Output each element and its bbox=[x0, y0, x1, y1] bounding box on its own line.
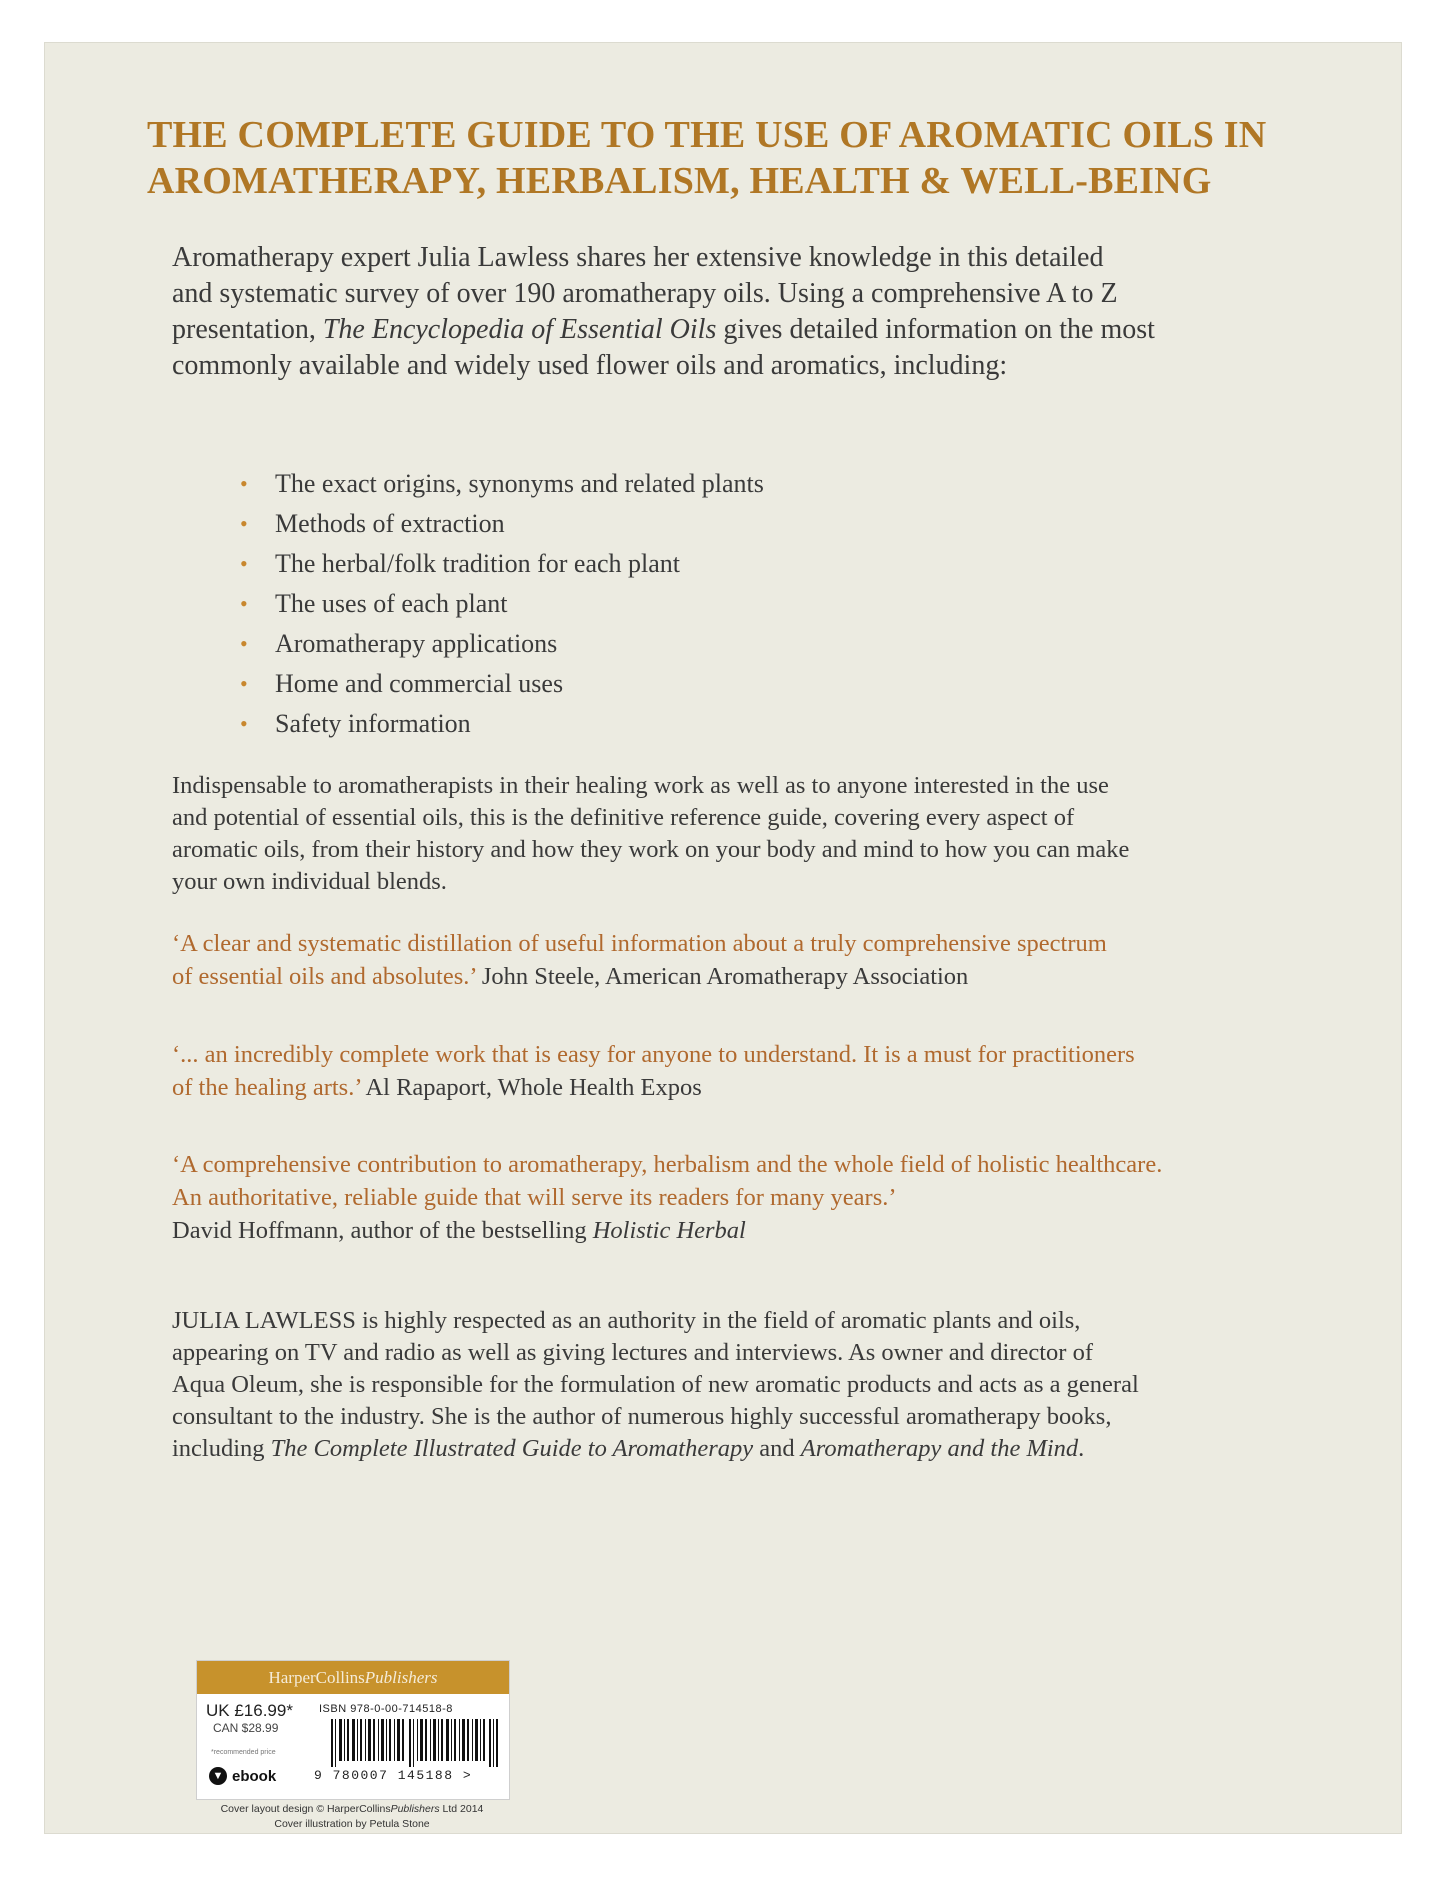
review-quote-3 bbox=[172, 1148, 1162, 1247]
credit-text-italic: Publishers bbox=[390, 1803, 440, 1815]
intro-text: presentation, bbox=[172, 314, 323, 345]
paragraph-line: and potential of essential oils, this is the definitive reference guide, covering every aspect of bbox=[172, 804, 1075, 831]
list-item bbox=[240, 584, 764, 624]
bullet-icon: • bbox=[240, 471, 248, 496]
isbn-number: ISBN 978-0-00-714518-8 bbox=[319, 1703, 453, 1715]
bullet-icon: • bbox=[240, 511, 248, 536]
list-item-text: Aromatherapy applications bbox=[275, 629, 558, 658]
author-bio bbox=[172, 1305, 1139, 1465]
book-title-italic: The Complete Illustrated Guide to Aromatherapy bbox=[270, 1435, 754, 1462]
bio-line bbox=[172, 1433, 1139, 1465]
list-item bbox=[240, 464, 764, 504]
bio-line: JULIA LAWLESS is highly respected as an authority in the field of aromatic plants and oils, bbox=[172, 1307, 1081, 1334]
price-can: CAN $28.99 bbox=[213, 1721, 279, 1735]
book-title-italic: Holistic Herbal bbox=[592, 1217, 746, 1244]
quote-attribution: Al Rapaport, Whole Health Expos bbox=[360, 1074, 702, 1101]
quote-attribution: John Steele, American Aromatherapy Association bbox=[475, 963, 969, 990]
list-item bbox=[240, 704, 764, 744]
bio-line: appearing on TV and radio as well as giving lectures and interviews. As owner and director of bbox=[172, 1339, 1093, 1366]
bullet-icon: • bbox=[240, 711, 248, 736]
bio-text: . bbox=[1078, 1435, 1085, 1462]
heading-line-1: THE COMPLETE GUIDE TO THE USE OF AROMATIC OILS IN bbox=[147, 114, 1267, 156]
recommended-price-note: *recommended price bbox=[211, 1749, 276, 1756]
intro-line-4: commonly available and widely used flower oils and aromatics, including: bbox=[172, 350, 1008, 381]
attribution-text: David Hoffmann, author of the bestselling bbox=[172, 1217, 593, 1244]
credit-text: Ltd 2014 bbox=[439, 1803, 484, 1815]
barcode-number: 9 780007 145188 > bbox=[314, 1768, 473, 1783]
bio-text: including bbox=[172, 1435, 271, 1462]
quote-text: ‘A comprehensive contribution to aromatherapy, herbalism and the whole field of holistic healthcare. bbox=[172, 1151, 1163, 1178]
quote-attribution bbox=[172, 1214, 1162, 1247]
features-list bbox=[240, 464, 764, 744]
list-item-text: Methods of extraction bbox=[275, 509, 505, 538]
bullet-icon: • bbox=[240, 591, 248, 616]
list-item-text: Home and commercial uses bbox=[275, 669, 564, 698]
quote-text: of essential oils and absolutes.’ bbox=[172, 963, 476, 990]
list-item-text: Safety information bbox=[275, 709, 471, 738]
paragraph-line: your own individual blends. bbox=[172, 868, 447, 895]
quote-text: ‘... an incredibly complete work that is easy for anyone to understand. It is a must for practitioners bbox=[172, 1041, 1135, 1068]
book-back-cover bbox=[44, 42, 1402, 1834]
publisher-logo bbox=[197, 1661, 509, 1694]
quote-text: ‘A clear and systematic distillation of useful information about a truly comprehensive spectrum bbox=[172, 930, 1107, 957]
heading-line-2: AROMATHERAPY, HERBALISM, HEALTH & WELL-BEING bbox=[147, 160, 1212, 202]
publisher-name: HarperCollins bbox=[268, 1668, 365, 1687]
bullet-icon: • bbox=[240, 671, 248, 696]
cover-heading bbox=[147, 112, 1347, 204]
list-item-text: The herbal/folk tradition for each plant bbox=[275, 549, 681, 578]
book-title-italic: Aromatherapy and the Mind bbox=[800, 1435, 1079, 1462]
list-item-text: The exact origins, synonyms and related plants bbox=[275, 469, 764, 498]
ebook-badge bbox=[209, 1767, 276, 1785]
list-item bbox=[240, 544, 764, 584]
list-item-text: The uses of each plant bbox=[275, 589, 508, 618]
publisher-name-italic: Publishers bbox=[364, 1668, 438, 1687]
paragraph-line: Indispensable to aromatherapists in their healing work as well as to anyone interested in the use bbox=[172, 772, 1109, 799]
ebook-label: ebook bbox=[232, 1767, 277, 1785]
price-uk: UK £16.99* bbox=[206, 1701, 293, 1720]
credit-line-2: Cover illustration by Petula Stone bbox=[274, 1818, 430, 1830]
bullet-icon: • bbox=[240, 631, 248, 656]
intro-text: gives detailed information on the most bbox=[716, 314, 1155, 345]
review-quote-2 bbox=[172, 1038, 1135, 1104]
list-item bbox=[240, 504, 764, 544]
bullet-icon: • bbox=[240, 551, 248, 576]
barcode-icon bbox=[331, 1719, 499, 1767]
intro-line-1: Aromatherapy expert Julia Lawless shares her extensive knowledge in this detailed bbox=[172, 242, 1104, 273]
credit-text: Cover layout design © HarperCollins bbox=[220, 1803, 391, 1815]
bio-text: and bbox=[753, 1435, 801, 1462]
description-paragraph bbox=[172, 770, 1129, 898]
barcode-label bbox=[196, 1660, 510, 1800]
review-quote-1 bbox=[172, 927, 1107, 993]
list-item bbox=[240, 664, 764, 704]
download-circle-icon: ▼ bbox=[209, 1767, 227, 1785]
bio-line: consultant to the industry. She is the author of numerous highly successful aromatherapy books, bbox=[172, 1403, 1112, 1430]
quote-text: An authoritative, reliable guide that will serve its readers for many years.’ bbox=[172, 1184, 897, 1211]
list-item bbox=[240, 624, 764, 664]
intro-line-2: and systematic survey of over 190 aromatherapy oils. Using a comprehensive A to Z bbox=[172, 278, 1118, 309]
intro-line-3 bbox=[172, 312, 1232, 348]
bio-line: Aqua Oleum, she is responsible for the formulation of new aromatic products and acts as a general bbox=[172, 1371, 1139, 1398]
intro-paragraph bbox=[172, 240, 1232, 384]
quote-text: of the healing arts.’ bbox=[172, 1074, 361, 1101]
credit-line-1 bbox=[196, 1802, 508, 1817]
book-title-italic: The Encyclopedia of Essential Oils bbox=[322, 314, 717, 345]
paragraph-line: aromatic oils, from their history and how they work on your body and mind to how you can make bbox=[172, 836, 1130, 863]
cover-credits bbox=[196, 1802, 508, 1832]
